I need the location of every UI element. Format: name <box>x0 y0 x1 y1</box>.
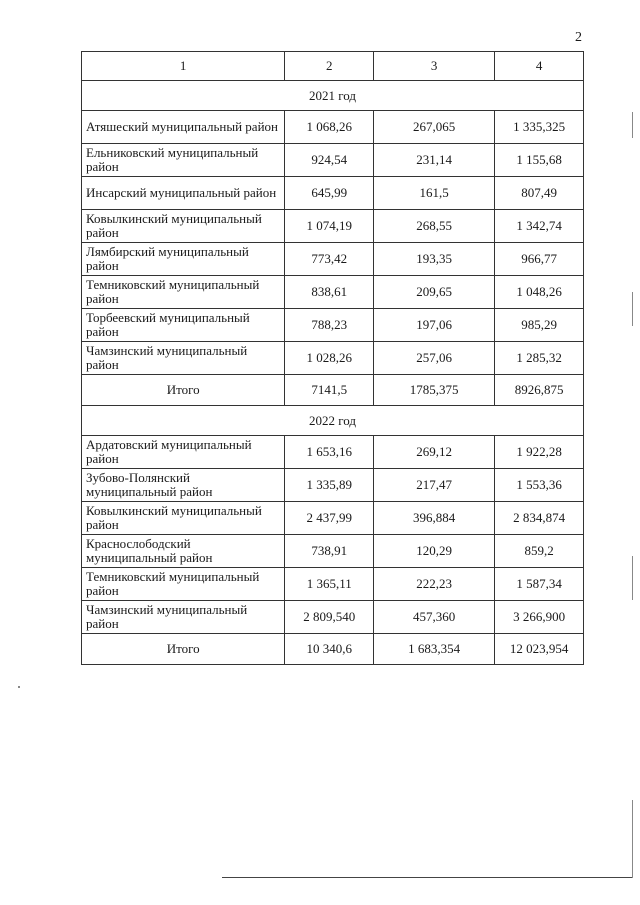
column-number-row <box>82 52 584 81</box>
cell-col2: 788,23 <box>285 309 374 342</box>
cell-col2: 838,61 <box>285 276 374 309</box>
table-row <box>82 210 584 243</box>
scan-edge-mark <box>632 292 633 326</box>
cell-col3: 120,29 <box>374 535 495 568</box>
cell-col4: 1 285,32 <box>495 342 584 375</box>
table-row <box>82 436 584 469</box>
total-col3: 1785,375 <box>374 375 495 406</box>
table-row <box>82 309 584 342</box>
cell-col2: 645,99 <box>285 177 374 210</box>
page-number: 2 <box>575 30 582 45</box>
column-header: 4 <box>495 52 584 81</box>
cell-col2: 1 653,16 <box>285 436 374 469</box>
scan-edge-mark <box>632 800 633 878</box>
cell-col3: 197,06 <box>374 309 495 342</box>
cell-col4: 1 048,26 <box>495 276 584 309</box>
cell-col3: 267,065 <box>374 111 495 144</box>
column-header: 3 <box>374 52 495 81</box>
total-label: Итого <box>82 634 285 665</box>
table-row <box>82 111 584 144</box>
cell-col3: 222,23 <box>374 568 495 601</box>
table-row <box>82 144 584 177</box>
district-name: Инсарский муниципальный район <box>82 177 285 210</box>
table-row <box>82 568 584 601</box>
cell-col2: 738,91 <box>285 535 374 568</box>
cell-col4: 1 922,28 <box>495 436 584 469</box>
total-row <box>82 375 584 406</box>
allocation-table <box>81 51 584 665</box>
cell-col3: 268,55 <box>374 210 495 243</box>
table-row <box>82 469 584 502</box>
cell-col4: 3 266,900 <box>495 601 584 634</box>
district-name: Торбеевский муниципальный район <box>82 309 285 342</box>
district-name: Атяшеский муниципальный район <box>82 111 285 144</box>
district-name: Лямбирский муниципальный район <box>82 243 285 276</box>
cell-col4: 966,77 <box>495 243 584 276</box>
district-name: Темниковский муниципальный район <box>82 568 285 601</box>
year-label: 2022 год <box>82 406 584 436</box>
cell-col4: 1 335,325 <box>495 111 584 144</box>
year-row <box>82 81 584 111</box>
cell-col2: 2 437,99 <box>285 502 374 535</box>
cell-col2: 1 074,19 <box>285 210 374 243</box>
cell-col4: 1 587,34 <box>495 568 584 601</box>
cell-col4: 1 553,36 <box>495 469 584 502</box>
total-row <box>82 634 584 665</box>
cell-col4: 1 342,74 <box>495 210 584 243</box>
table-row <box>82 502 584 535</box>
cell-col3: 209,65 <box>374 276 495 309</box>
cell-col2: 924,54 <box>285 144 374 177</box>
total-col4: 8926,875 <box>495 375 584 406</box>
district-name: Краснослободский муниципальный район <box>82 535 285 568</box>
total-label: Итого <box>82 375 285 406</box>
total-col2: 10 340,6 <box>285 634 374 665</box>
district-name: Ардатовский муниципальный район <box>82 436 285 469</box>
district-name: Чамзинский муниципальный район <box>82 342 285 375</box>
district-name: Чамзинский муниципальный район <box>82 601 285 634</box>
table-row <box>82 535 584 568</box>
cell-col3: 161,5 <box>374 177 495 210</box>
cell-col3: 396,884 <box>374 502 495 535</box>
cell-col2: 1 068,26 <box>285 111 374 144</box>
district-name: Ельниковский муниципальный район <box>82 144 285 177</box>
cell-col3: 193,35 <box>374 243 495 276</box>
cell-col3: 257,06 <box>374 342 495 375</box>
cell-col3: 231,14 <box>374 144 495 177</box>
table-row <box>82 342 584 375</box>
scan-edge-mark <box>632 556 633 600</box>
table-row <box>82 276 584 309</box>
cell-col2: 2 809,540 <box>285 601 374 634</box>
cell-col4: 985,29 <box>495 309 584 342</box>
column-header: 2 <box>285 52 374 81</box>
year-row <box>82 406 584 436</box>
cell-col4: 2 834,874 <box>495 502 584 535</box>
cell-col2: 1 365,11 <box>285 568 374 601</box>
scan-speck <box>18 686 20 688</box>
total-col2: 7141,5 <box>285 375 374 406</box>
cell-col3: 217,47 <box>374 469 495 502</box>
cell-col4: 1 155,68 <box>495 144 584 177</box>
total-col4: 12 023,954 <box>495 634 584 665</box>
district-name: Зубово-Полянский муниципальный район <box>82 469 285 502</box>
scan-edge-mark <box>632 112 633 138</box>
cell-col2: 1 028,26 <box>285 342 374 375</box>
table-row <box>82 243 584 276</box>
scan-bottom-line <box>222 877 632 878</box>
district-name: Темниковский муниципальный район <box>82 276 285 309</box>
district-name: Ковылкинский муниципальный район <box>82 502 285 535</box>
cell-col4: 807,49 <box>495 177 584 210</box>
cell-col3: 269,12 <box>374 436 495 469</box>
year-label: 2021 год <box>82 81 584 111</box>
cell-col4: 859,2 <box>495 535 584 568</box>
total-col3: 1 683,354 <box>374 634 495 665</box>
district-name: Ковылкинский муниципальный район <box>82 210 285 243</box>
table-row <box>82 601 584 634</box>
cell-col2: 1 335,89 <box>285 469 374 502</box>
cell-col3: 457,360 <box>374 601 495 634</box>
table-row <box>82 177 584 210</box>
cell-col2: 773,42 <box>285 243 374 276</box>
column-header: 1 <box>82 52 285 81</box>
